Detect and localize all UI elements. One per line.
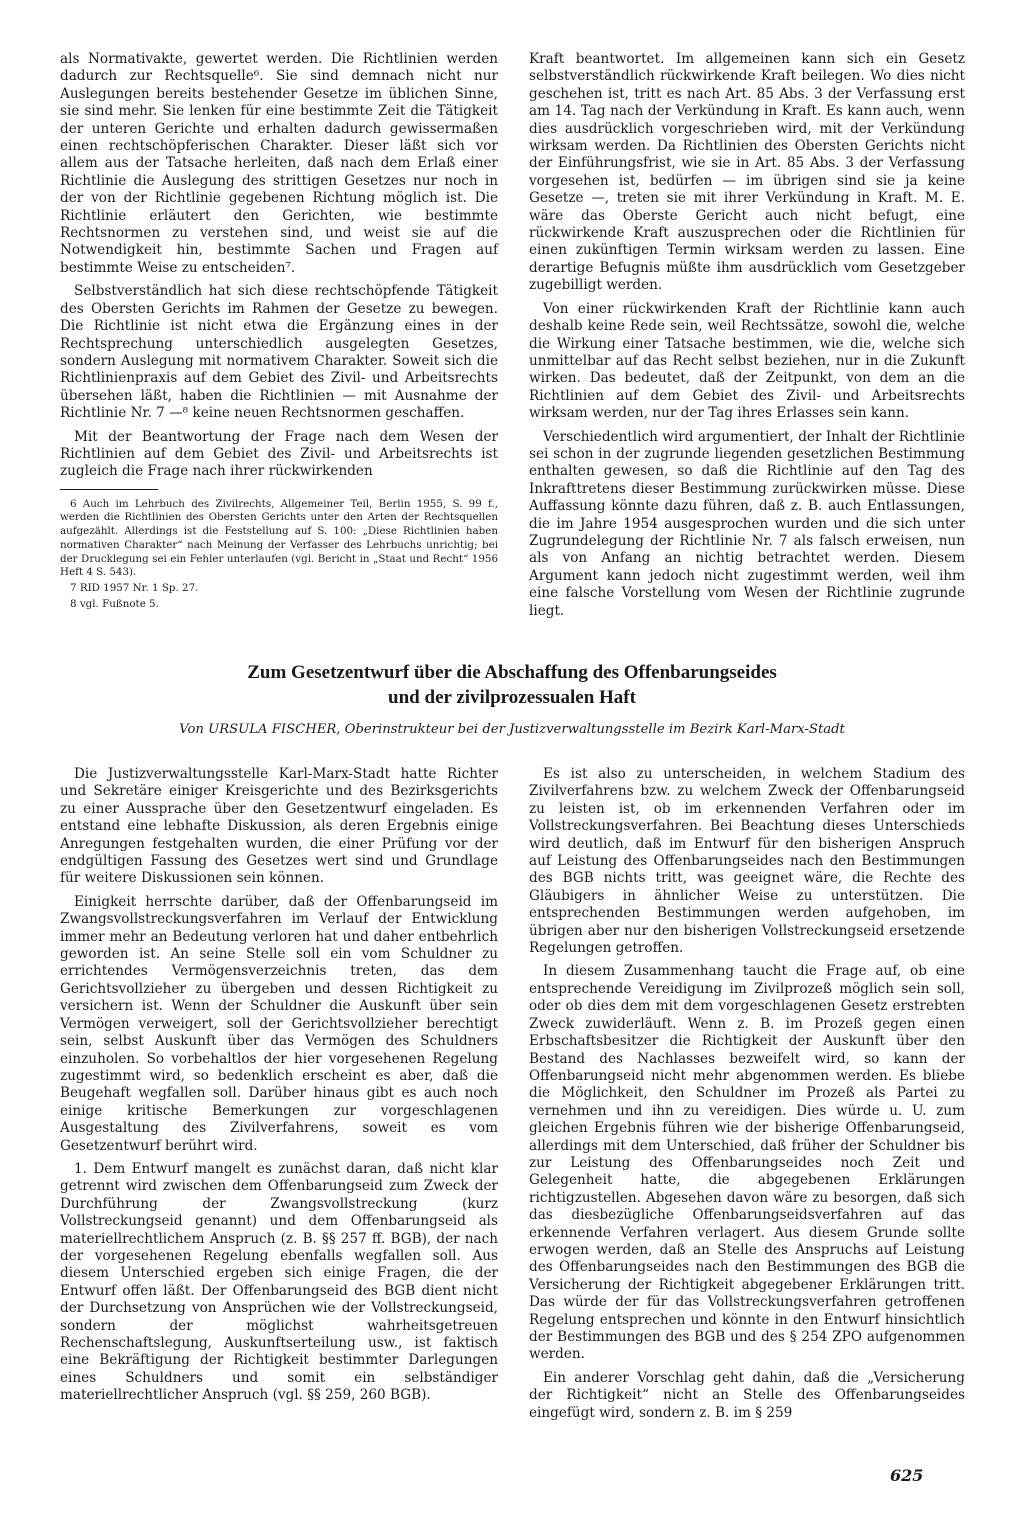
bottom-left-column xyxy=(60,766,498,1411)
footnote: 7 RID 1957 Nr. 1 Sp. 27. xyxy=(70,581,199,594)
footnote: 6 Auch im Lehrbuch des Zivilrechts, Allgemeiner Teil, Berlin 1955, S. 99 f., werden die Richtlinien des Obersten Gerichts unter den Arten der Rechtsquellen aufgezählt. Allerdings ist die Feststellung auf S. 100: „Diese Richtlinien haben normativen Charakter“ nach Meinung der Verfasser des Lehrbuchs unrichtig; bei der Drucklegung sei ein Fehler unterlaufen (vgl. Bericht in „Staat und Recht“ 1956 Heft 4 S. 543). xyxy=(60,497,498,579)
page-number: 625 xyxy=(890,1466,924,1485)
paragraph: als Normativakte, gewertet werden. Die Richtlinien werden dadurch zur Rechtsquelle⁶. Sie sind demnach nicht nur Auslegungen bereits bestehender Gesetze im üblichen Sinne, sie sind mehr. Sie lenken für eine bestimmte Zeit die Tätigkeit der unteren Gerichte und erhalten dadurch gewissermaßen einen rechtschöpferischen Charakter. Dieser läßt sich vor allem aus der Tatsache herleiten, daß nach dem Erlaß einer Richtlinie die Auslegung des strittigen Gesetzes nur noch in der von der Richtlinie gegebenen Richtung möglich ist. Die Richtlinie erläutert den Gerichten, wie bestimmte Rechtsnormen zu verstehen sind, und weist sie auf die Notwendigkeit hin, bestimmte Sachen und Fragen auf bestimmte Weise zu entscheiden⁷. xyxy=(60,51,498,276)
paragraph: Es ist also zu unterscheiden, in welchem Stadium des Zivilverfahrens bzw. zu welchem Zweck der Offenbarungseid zu leisten ist, ob im erkennenden Verfahren oder im Vollstreckungsverfahren. Bei Beachtung dieses Unterschieds wird deutlich, daß im Entwurf für den bisherigen Anspruch auf Leistung des Offenbarungseides nach den Bestimmungen des BGB nichts tritt, was geeignet wäre, die Rechte des Gläubigers in ähnlicher Weise zu unterstützen. Die entsprechenden Bestimmungen werden aufgehoben, im übrigen aber nur den bisherigen Vollstreckungseid ersetzende Regelungen getroffen. xyxy=(529,766,965,957)
paragraph: Kraft beantwortet. Im allgemeinen kann sich ein Gesetz selbstverständlich rückwirkende Kraft beilegen. Wo dies nicht geschehen ist, tritt es nach Art. 85 Abs. 3 der Verfassung erst am 14. Tag nach der Verkündung in Kraft. Es kann auch, wenn dies ausdrücklich vorgeschrieben wird, mit der Verkündung wirksam werden. Da Richtlinien des Obersten Gerichts nicht der Einführungsfrist, wie sie in Art. 85 Abs. 3 der Verfassung vorgesehen ist, bedürfen — im übrigen sind sie ja keine Gesetze —, treten sie mit ihrer Verkündung in Kraft. M. E. wäre das Oberste Gericht auch nicht befugt, eine rückwirkende Kraft auszusprechen oder die Richtlinien für einen zukünftigen Termin wirksam werden zu lassen. Eine derartige Befugnis müßte ihm ausdrücklich vom Gesetzgeber zugebilligt werden. xyxy=(529,51,965,294)
article-byline: Von URSULA FISCHER, Oberinstrukteur bei der Justizverwaltungsstelle im Bezirk Karl-Marx-Stadt xyxy=(179,722,845,737)
top-right-column xyxy=(529,51,965,626)
paragraph: Verschiedentlich wird argumentiert, der Inhalt der Richtlinie sei schon in der zugrunde liegenden gesetzlichen Bestimmung enthalten gewesen, so daß die Richtlinie auf den Tag des Inkrafttretens dieser Bestimmung zurückwirken müsse. Diese Auffassung könnte dazu führen, daß z. B. auch Entlassungen, die im Jahre 1954 ausgesprochen wurden und die sich unter Zugrundelegung der Richtlinie Nr. 7 als falsch erweisen, nun als von Anfang an nichtig betrachtet werden. Diesem Argument kann jedoch nicht zugestimmt werden, weil ihm eine falsche Vorstellung vom Wesen der Richtlinie zugrunde liegt. xyxy=(529,428,965,619)
footnotes xyxy=(60,498,498,612)
bottom-right-column xyxy=(529,766,965,1428)
footnote: 8 vgl. Fußnote 5. xyxy=(70,597,159,610)
article-title-line-1: Zum Gesetzentwurf über die Abschaffung des Offenbarungseides xyxy=(247,662,777,683)
top-left-column xyxy=(60,51,498,613)
footnote-divider xyxy=(60,489,158,490)
paragraph: Selbstverständlich hat sich diese rechtschöpfende Tätigkeit des Obersten Gerichts im Rahmen der Gesetze zu bewegen. Die Richtlinie ist nicht etwa die Ergänzung eines in der Rechtsprechung unterschiedlich ausgelegten Gesetzes, sondern Auslegung mit normativem Charakter. Soweit sich die Richtlinienpraxis auf dem Gebiet des Zivil- und Arbeitsrechts übersehen läßt, haben die Richtlinien — mit Ausnahme der Richtlinie Nr. 7 —⁸ keine neuen Rechtsnormen geschaffen. xyxy=(60,283,498,422)
paragraph: Mit der Beantwortung der Frage nach dem Wesen der Richtlinien auf dem Gebiet des Zivil- und Arbeitsrechts ist zugleich die Frage nach ihrer rückwirkenden xyxy=(60,428,498,480)
paragraph: Von einer rückwirkenden Kraft der Richtlinie kann auch deshalb keine Rede sein, weil Rechtssätze, sowohl die, welche die Wirkung einer Tatsache bestimmen, wie die, welche sich unmittelbar auf das Recht selbst beziehen, nur in die Zukunft wirken. Das bedeutet, daß der Zeitpunkt, von dem an die Richtlinien auf dem Gebiet des Zivil- und Arbeitsrechts wirksam werden, nur der Tag ihres Erlasses sein kann. xyxy=(529,300,965,422)
paragraph: In diesem Zusammenhang taucht die Frage auf, ob eine entsprechende Vereidigung im Zivilprozeß möglich sein soll, oder ob dies dem mit dem vorgeschlagenen Gesetz erstrebten Zweck zuwiderläuft. Wenn z. B. im Prozeß gegen einen Erbschaftsbesitzer die Richtigkeit der Auskunft über den Bestand des Nachlasses bezweifelt wird, so kann der Offenbarungseid nicht mehr abgenommen werden. Es bliebe die Möglichkeit, den Schuldner im Prozeß als Partei zu vernehmen und ihn zu vereidigen. Dies würde u. U. zum gleichen Ergebnis führen wie der bisherige Offenbarungseid, allerdings mit dem Unterschied, daß früher der Schuldner bis zur Leistung des Offenbarungseides noch Zeit und Gelegenheit hatte, die abgegebenen Erklärungen richtigzustellen. Abgesehen davon wäre zu besorgen, daß sich das diesbezügliche Offenbarungseidsverfahren auf das erkennende Verfahren verlagert. Aus diesem Grunde sollte erwogen werden, daß an Stelle des Anspruchs auf Leistung des Offenbarungseides nach den Bestimmungen des BGB die Versicherung der Richtigkeit abgegebener Erklärungen tritt. Das würde der für das Vollstreckungsverfahren getroffenen Regelung entsprechen und könnte in den Entwurf hinsichtlich der Bestimmungen des BGB und des § 254 ZPO aufgenommen werden. xyxy=(529,963,965,1363)
paragraph: Ein anderer Vorschlag geht dahin, daß die „Versicherung der Richtigkeit“ nicht an Stelle des Offenbarungseides eingefügt wird, sondern z. B. im § 259 xyxy=(529,1369,965,1421)
paragraph: Die Justizverwaltungsstelle Karl-Marx-Stadt hatte Richter und Sekretäre einiger Kreisgerichte und des Bezirksgerichts zu einer Aussprache über den Gesetzentwurf eingeladen. Es entstand eine lebhafte Diskussion, als deren Ergebnis einige Anregungen festgehalten wurden, die einer Prüfung vor der endgültigen Fassung des Gesetzes wert sind und Grundlage für weitere Diskussionen sein können. xyxy=(60,766,498,887)
paragraph: Einigkeit herrschte darüber, daß der Offenbarungseid im Zwangsvollstreckungsverfahren im Verlauf der Entwicklung immer mehr an Bedeutung verloren hat und daher entbehrlich geworden ist. An seine Stelle soll ein vom Schuldner zu errichtendes Vermögensverzeichnis treten, das dem Gerichtsvollzieher zu übergeben und dessen Richtigkeit zu versichern ist. Wenn der Schuldner die Auskunft über sein Vermögen verweigert, soll der Gerichtsvollzieher berechtigt sein, selbst Auskunft über das Vermögen des Schuldners einzuholen. So vorbehaltlos der hier vorgesehenen Regelung zugestimmt wird, so bedenklich erscheint es aber, daß die Beugehaft wegfallen soll. Darüber hinaus gibt es auch noch einige kritische Bemerkungen zur vorgeschlagenen Ausgestaltung des Zivilverfahrens, soweit es vom Gesetzentwurf berührt wird. xyxy=(60,893,498,1154)
paragraph: 1. Dem Entwurf mangelt es zunächst daran, daß nicht klar getrennt wird zwischen dem Offenbarungseid zum Zweck der Durchführung der Zwangsvollstreckung (kurz Vollstreckungseid genannt) und dem Offenbarungseid als materiellrechtlichem Anspruch (z. B. §§ 257 ff. BGB), der nach der vorgesehenen Regelung ebenfalls wegfallen soll. Aus diesem Unterschied ergeben sich einige Fragen, die der Entwurf offen läßt. Der Offenbarungseid des BGB dient nicht der Durchsetzung von Ansprüchen wie der Vollstreckungseid, sondern der möglichst wahrheitsgetreuen Rechenschaftslegung, Auskunftserteilung usw., ist faktisch eine Bekräftigung der Richtigkeit bestimmter Darlegungen eines Schuldners und somit ein selbständiger materiellrechtlicher Anspruch (vgl. §§ 259, 260 BGB). xyxy=(60,1160,498,1404)
article-title xyxy=(90,660,934,710)
article-title-line-2: und der zivilprozessualen Haft xyxy=(388,687,636,708)
